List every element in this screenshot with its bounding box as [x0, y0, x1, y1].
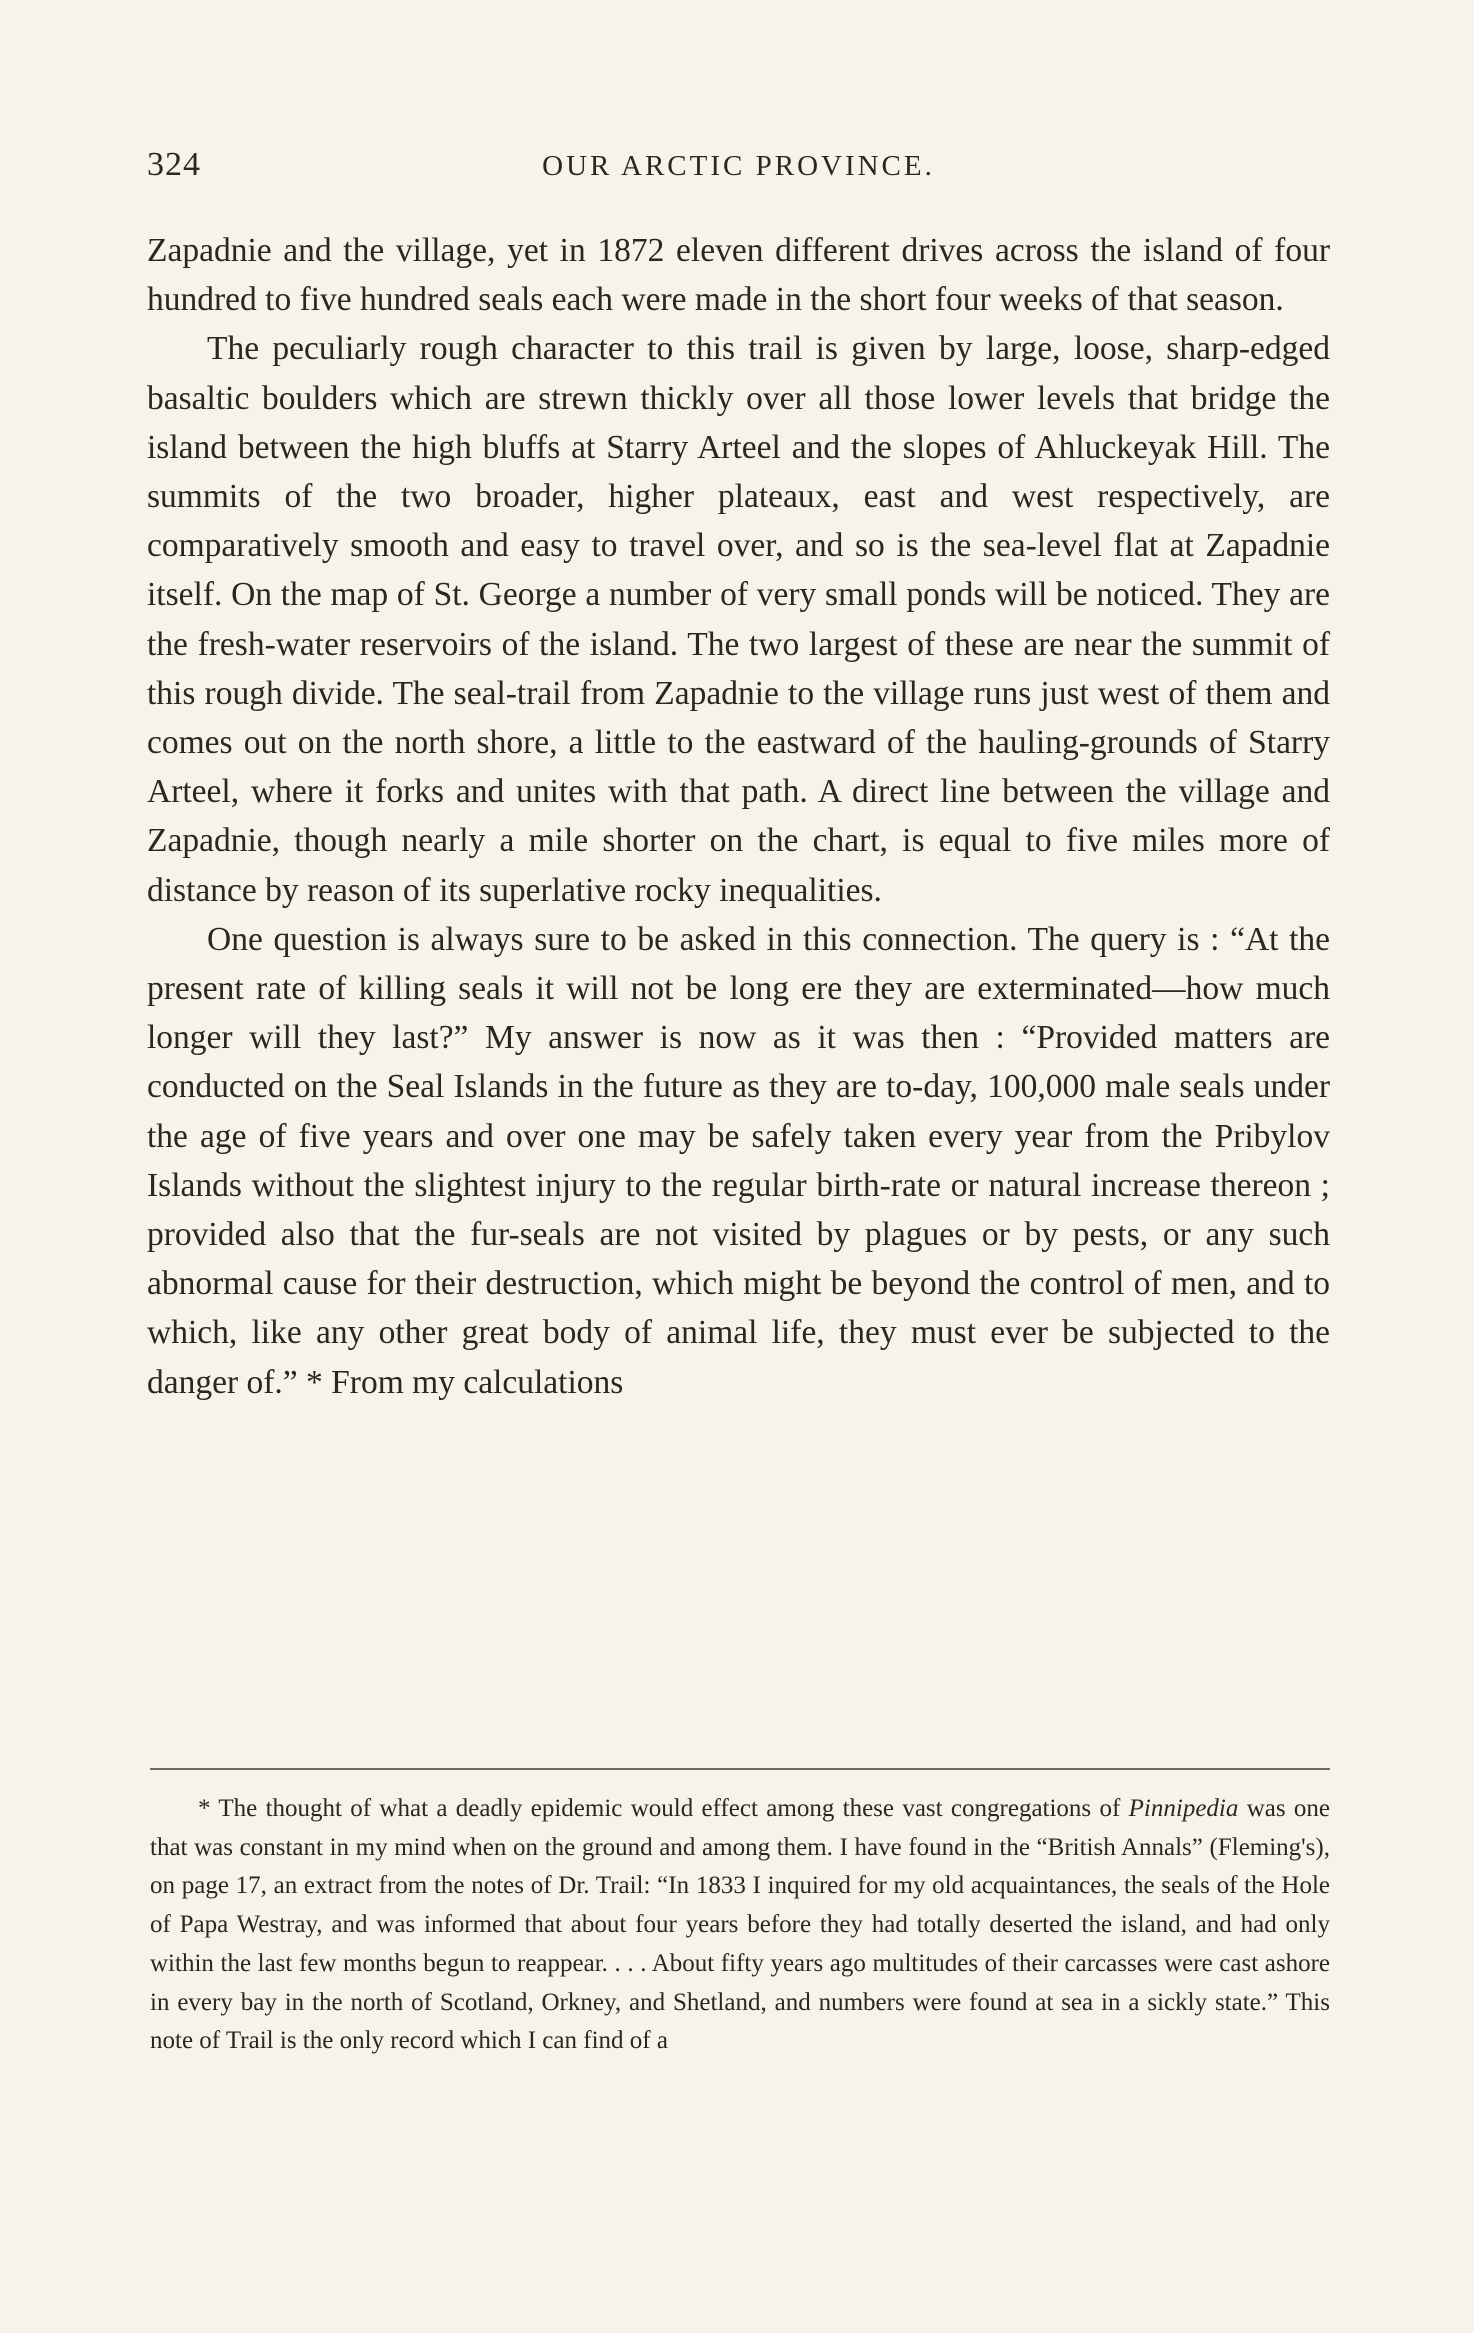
footnote-text-end: was one that was constant in my mind when on the ground and among them. I have found in the “British Annals” (Fleming's), on page 17, an extract from the notes of Dr. Trail: “In 1833 I inquired for my old acquaintances, the seals of the Hole of Papa Westray, and was informed that about four years before they had totally deserted the island, and had only within the last few months begun to reappear. . . . About fifty years ago multitudes of their carcasses were cast ashore in every bay in the north of Scotland, Orkney, and Shetland, and numbers were found at sea in a sickly state.” This note of Trail is the only record which I can find of a — [150, 1795, 1331, 2055]
paragraph-3: One question is always sure to be asked in this connection. The query is : “At the present rate of killing seals it will not be long ere they are exterminated—how much longer will they last?” My answer is now as it was then : “Provided matters are conducted on the Seal Islands in the future as they are to-day, 100,000 male seals under the age of five years and over one may be safely taken every year from the Pribylov Islands without the slightest injury to the regular birth-rate or natural increase thereon ; provided also that the fur-seals are not visited by plagues or by pests, or any such abnormal cause for their destruction, which might be beyond the control of men, and to which, like any other great body of animal life, they must ever be subjected to the danger of.” * From my calculations — [147, 920, 1330, 1401]
footnote-divider — [150, 1768, 1330, 1770]
running-title: OUR ARCTIC PROVINCE. — [542, 150, 935, 182]
running-head — [147, 146, 1330, 196]
paragraph-2: The peculiarly rough character to this trail is given by large, loose, sharp-edged basaltic boulders which are strewn thickly over all those lower levels that bridge the island between the high bluffs at Starry Arteel and the slopes of Ahluckeyak Hill. The summits of the two broader, higher plateaux, east and west respectively, are comparatively smooth and easy to travel over, and so is the sea-level flat at Zapadnie itself. On the map of St. George a number of very small ponds will be noticed. They are the fresh-water reservoirs of the island. The two largest of these are near the summit of this rough divide. The seal-trail from Zapadnie to the village runs just west of them and comes out on the north shore, a little to the eastward of the hauling-grounds of Starry Arteel, where it forks and unites with that path. A direct line between the village and Zapadnie, though nearly a mile shorter on the chart, is equal to five miles more of distance by reason of its superlative rocky inequalities. — [147, 330, 1330, 909]
footnote-text-start: * The thought of what a deadly epidemic would effect among these vast congregations of — [198, 1795, 1129, 1822]
page-number: 324 — [147, 146, 201, 183]
footnote-paragraph — [150, 1790, 1330, 2061]
main-text — [147, 226, 1330, 1407]
footnote-italic-term: Pinnipedia — [1128, 1795, 1239, 1822]
paragraph-1: Zapadnie and the village, yet in 1872 eleven different drives across the island of four hundred to five hundred seals each were made in the short four weeks of that season. — [147, 232, 1330, 319]
footnote — [150, 1790, 1330, 2061]
